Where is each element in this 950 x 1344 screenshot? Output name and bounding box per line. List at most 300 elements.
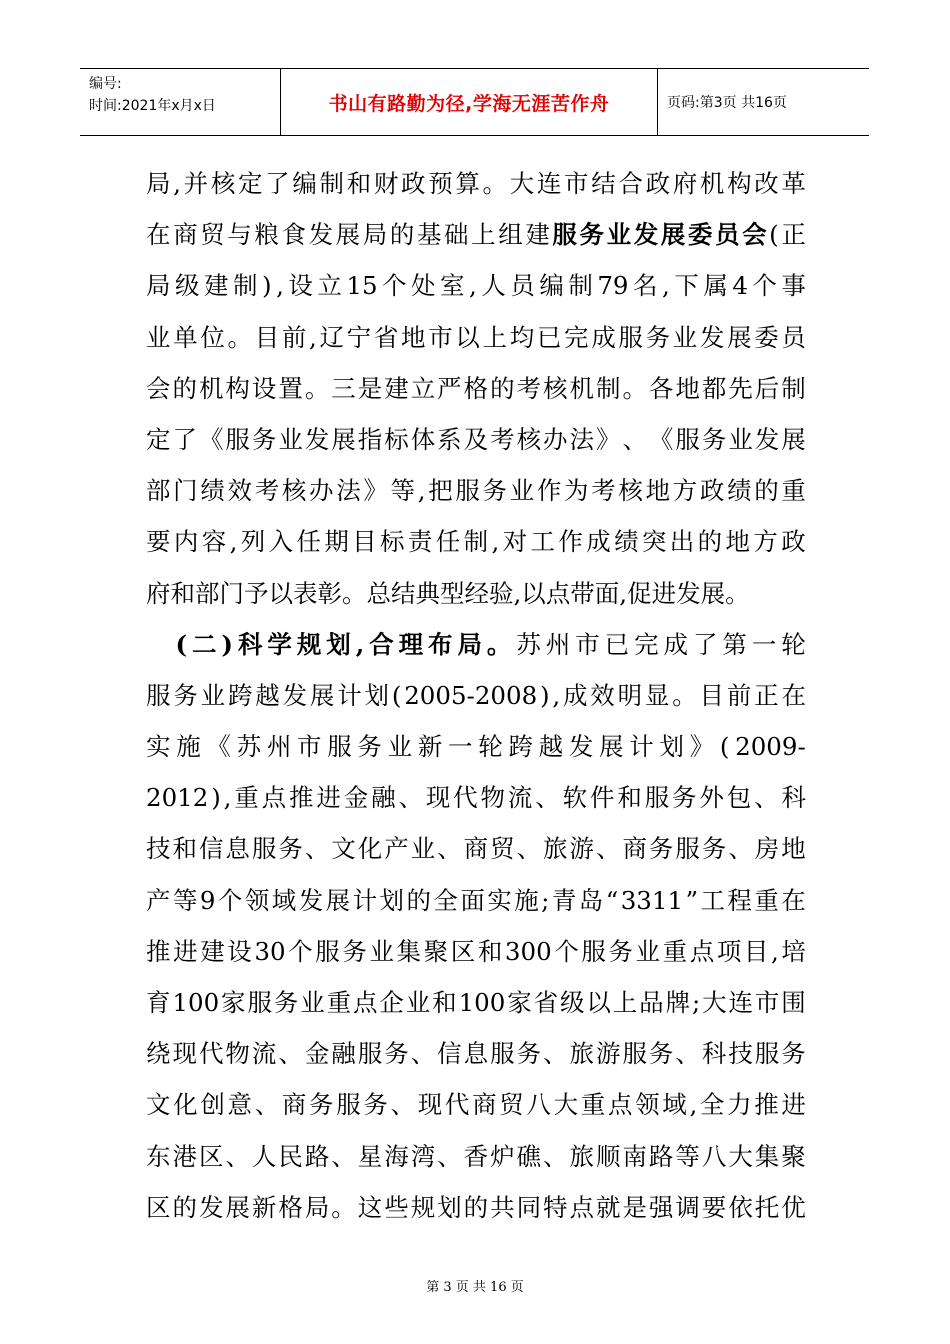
body-line bbox=[146, 312, 806, 363]
text-char: 金 bbox=[304, 1039, 330, 1069]
text-char: 越 bbox=[538, 732, 564, 762]
body-line bbox=[146, 670, 806, 721]
text-char: 现 bbox=[417, 1090, 443, 1120]
text-char: 验 bbox=[489, 578, 514, 608]
text-char: 构 bbox=[727, 169, 752, 198]
text-char: 位 bbox=[200, 322, 225, 352]
text-char: 特 bbox=[543, 1192, 568, 1222]
text-char: 基 bbox=[416, 220, 442, 250]
text-char: 效 bbox=[590, 680, 615, 710]
text-char: 考 bbox=[254, 476, 280, 506]
text-char: 布 bbox=[428, 629, 453, 659]
text-char: 重 bbox=[234, 783, 259, 813]
text-char: 务 bbox=[342, 936, 367, 966]
text-char: 服 bbox=[618, 322, 643, 352]
text-char: 业 bbox=[300, 988, 325, 1017]
text-char: 》 bbox=[363, 476, 388, 506]
text-char: 标 bbox=[380, 527, 405, 557]
text-char: 项 bbox=[716, 936, 742, 966]
text-char: 制 bbox=[319, 169, 344, 198]
text-char: 编 bbox=[292, 169, 317, 198]
text-char: 的 bbox=[389, 220, 415, 250]
text-char: 务 bbox=[701, 424, 727, 454]
text-char: 了 bbox=[692, 629, 718, 659]
text-char: 个 bbox=[554, 936, 579, 966]
text-char: 和 bbox=[346, 169, 372, 198]
text-char: 计 bbox=[629, 732, 654, 762]
text-char: 优 bbox=[781, 1192, 806, 1222]
text-char: 成 bbox=[562, 680, 588, 710]
text-char: 一 bbox=[751, 629, 777, 659]
text-char: 合 bbox=[618, 169, 643, 198]
text-char: 建 bbox=[384, 373, 409, 403]
text-char: 目 bbox=[699, 680, 725, 710]
text-char: ( bbox=[769, 220, 779, 250]
text-char: 务 bbox=[273, 988, 299, 1017]
text-char: 业 bbox=[278, 424, 303, 454]
text-char: 程 bbox=[727, 885, 752, 915]
text-char: ( bbox=[391, 680, 402, 710]
text-char: 《 bbox=[198, 424, 224, 454]
text-char: 轮 bbox=[781, 629, 806, 659]
text-char: 设 bbox=[288, 271, 313, 301]
text-char: 个 bbox=[288, 936, 313, 966]
text-char: 展 bbox=[599, 732, 624, 762]
text-char: 经 bbox=[464, 578, 489, 608]
text-char: ; bbox=[691, 988, 701, 1017]
text-char: 成 bbox=[586, 527, 611, 557]
text-char: 商 bbox=[622, 834, 647, 864]
text-char: 。 bbox=[482, 169, 508, 198]
text-char: ) bbox=[221, 629, 233, 659]
text-char: 明 bbox=[617, 680, 643, 710]
text-char: , bbox=[223, 783, 232, 813]
text-char: 100 bbox=[458, 988, 506, 1017]
text-char: 处 bbox=[411, 271, 436, 301]
text-char: 发 bbox=[699, 322, 725, 352]
body-line bbox=[146, 926, 806, 977]
text-char: 核 bbox=[281, 476, 307, 506]
text-char: 委 bbox=[754, 322, 779, 352]
text-char: 务 bbox=[516, 1039, 542, 1069]
text-char: 机 bbox=[699, 169, 725, 198]
text-char: 划 bbox=[326, 629, 351, 659]
text-char: 州 bbox=[266, 732, 292, 762]
text-char: 贸 bbox=[200, 220, 225, 250]
text-char: 第 bbox=[722, 629, 747, 659]
text-char: 展 bbox=[727, 322, 752, 352]
text-char: 个 bbox=[752, 271, 777, 301]
text-char: 和 bbox=[477, 936, 503, 966]
text-char: 发 bbox=[568, 732, 594, 762]
text-char: 服 bbox=[336, 1090, 361, 1120]
text-char: 育 bbox=[146, 988, 171, 1017]
text-char: 务 bbox=[173, 680, 198, 710]
text-char: 外 bbox=[699, 783, 724, 813]
text-char: 目 bbox=[743, 936, 769, 966]
text-char: 学 bbox=[267, 629, 292, 659]
text-char: 考 bbox=[591, 476, 616, 506]
text-char: 与 bbox=[227, 220, 252, 250]
text-char: 文 bbox=[331, 834, 356, 864]
text-char: , bbox=[619, 578, 628, 608]
text-char: 人 bbox=[481, 271, 506, 301]
text-char: 新 bbox=[417, 732, 443, 762]
text-char: 全 bbox=[699, 1090, 725, 1120]
text-char: 编 bbox=[539, 271, 564, 301]
body-line bbox=[146, 516, 806, 567]
text-char: 服 bbox=[225, 424, 250, 454]
text-char: 政 bbox=[781, 527, 806, 557]
text-char: 的 bbox=[172, 373, 197, 403]
text-char: 4 bbox=[732, 271, 748, 301]
text-char: 府 bbox=[672, 169, 698, 198]
text-char: 务 bbox=[608, 936, 633, 966]
text-char: 制 bbox=[568, 271, 593, 301]
text-char: 大 bbox=[509, 169, 535, 198]
text-char: 域 bbox=[271, 885, 297, 915]
text-char: 15 bbox=[346, 271, 378, 301]
text-char: 集 bbox=[754, 1141, 780, 1171]
text-char: 省 bbox=[373, 322, 399, 352]
text-char: 路 bbox=[648, 1141, 674, 1171]
text-char: , bbox=[689, 1090, 698, 1120]
doc-number-label: 编号: bbox=[89, 76, 122, 92]
text-char: 市 bbox=[297, 732, 322, 762]
text-char: 围 bbox=[781, 988, 806, 1017]
text-char: 突 bbox=[641, 527, 667, 557]
text-char: 连 bbox=[728, 988, 753, 1017]
text-char: 局 bbox=[362, 220, 388, 250]
text-char: 均 bbox=[509, 322, 535, 352]
text-char: 炉 bbox=[490, 1141, 515, 1171]
text-char: 、 bbox=[535, 783, 560, 813]
text-char: 部 bbox=[195, 578, 220, 608]
text-char: 已 bbox=[604, 629, 630, 659]
text-char: 托 bbox=[754, 1192, 780, 1222]
text-char: 辽 bbox=[319, 322, 344, 352]
text-char: 室 bbox=[440, 271, 465, 301]
text-char: 区 bbox=[450, 936, 476, 966]
text-char: 、 bbox=[595, 834, 621, 864]
text-char: 息 bbox=[463, 1039, 489, 1069]
text-char: 施 bbox=[514, 885, 539, 915]
text-char: 严 bbox=[437, 373, 462, 403]
text-char: 、 bbox=[437, 1141, 462, 1171]
text-char: 强 bbox=[648, 1192, 674, 1222]
text-char: 点 bbox=[353, 988, 378, 1017]
text-char: 这 bbox=[357, 1192, 383, 1222]
text-char: 牌 bbox=[665, 988, 691, 1017]
text-char: 。 bbox=[672, 680, 697, 710]
text-char: 以 bbox=[455, 322, 480, 352]
text-char: 香 bbox=[463, 1141, 489, 1171]
text-char: 下 bbox=[674, 271, 699, 301]
text-char: 八 bbox=[526, 1090, 551, 1120]
text-char: 领 bbox=[244, 885, 270, 915]
text-char: 点 bbox=[689, 936, 715, 966]
text-char: 务 bbox=[251, 424, 277, 454]
text-char: 服 bbox=[247, 988, 272, 1017]
text-char: 培 bbox=[781, 936, 806, 966]
text-char: 发 bbox=[676, 578, 701, 608]
text-char: 计 bbox=[337, 680, 362, 710]
text-char: 施 bbox=[176, 732, 201, 762]
text-char: 务 bbox=[278, 834, 303, 864]
text-char: 代 bbox=[444, 1090, 470, 1120]
text-char: 结 bbox=[591, 169, 616, 198]
text-char: 市 bbox=[575, 629, 600, 659]
text-char: 设 bbox=[227, 936, 252, 966]
text-char: 划 bbox=[437, 1192, 462, 1222]
text-char: 及 bbox=[463, 424, 489, 454]
text-char: 300 bbox=[504, 936, 552, 966]
text-char: 务 bbox=[363, 1090, 388, 1120]
text-char: 任 bbox=[435, 527, 461, 557]
text-char: 个 bbox=[382, 271, 407, 301]
text-char: 划 bbox=[364, 680, 389, 710]
text-char: 的 bbox=[490, 373, 515, 403]
text-char: 目 bbox=[254, 322, 280, 352]
text-char: 。 bbox=[304, 373, 330, 403]
text-char: 产 bbox=[146, 885, 171, 915]
text-char: , bbox=[355, 629, 365, 659]
text-char: 考 bbox=[490, 424, 515, 454]
text-char: 改 bbox=[754, 169, 779, 198]
text-char: 展 bbox=[660, 220, 686, 250]
body-text bbox=[146, 158, 806, 1233]
text-char: 科 bbox=[237, 629, 263, 659]
text-char: 大 bbox=[702, 988, 727, 1017]
text-char: 技 bbox=[728, 1039, 753, 1069]
body-line bbox=[146, 977, 806, 1028]
text-char: 件 bbox=[589, 783, 615, 813]
text-char: 、 bbox=[304, 834, 330, 864]
text-char: 各 bbox=[648, 373, 674, 403]
text-char: , bbox=[309, 322, 317, 352]
text-char: 局 bbox=[304, 1192, 330, 1222]
body-line bbox=[146, 1079, 806, 1130]
text-char: 服 bbox=[675, 834, 700, 864]
text-char: 预 bbox=[428, 169, 453, 198]
text-char: 组 bbox=[498, 220, 523, 250]
text-char: 展 bbox=[325, 885, 351, 915]
text-char: 立 bbox=[317, 271, 342, 301]
text-char: 业 bbox=[146, 322, 171, 352]
text-char: 3311 bbox=[620, 885, 684, 915]
text-char: 局 bbox=[146, 169, 171, 198]
text-char: 发 bbox=[304, 424, 330, 454]
text-char: 要 bbox=[701, 1192, 727, 1222]
text-char: 推 bbox=[289, 783, 314, 813]
body-line bbox=[146, 1182, 806, 1233]
text-char: 力 bbox=[727, 1090, 752, 1120]
text-char: 务 bbox=[648, 1039, 674, 1069]
text-char: 指 bbox=[357, 424, 383, 454]
text-char: 点 bbox=[569, 1192, 594, 1222]
text-char: 市 bbox=[564, 169, 589, 198]
text-char: 业 bbox=[509, 476, 535, 506]
text-char: 二 bbox=[191, 629, 217, 659]
text-char: 》 bbox=[595, 424, 621, 454]
text-char: 部 bbox=[146, 476, 171, 506]
text-char: 总 bbox=[366, 578, 391, 608]
text-char: 地 bbox=[401, 322, 426, 352]
text-char: 出 bbox=[669, 527, 695, 557]
text-char: 予 bbox=[244, 578, 269, 608]
text-char: 革 bbox=[781, 169, 806, 198]
text-char: 大 bbox=[728, 1141, 753, 1171]
text-char: 调 bbox=[675, 1192, 700, 1222]
text-char: 成 bbox=[663, 629, 689, 659]
text-char: 发 bbox=[308, 220, 334, 250]
text-char: 理 bbox=[398, 629, 424, 659]
text-char: 划 bbox=[379, 885, 405, 915]
text-char: 。 bbox=[342, 578, 367, 608]
body-line bbox=[146, 1028, 806, 1079]
page-footer: 第 3 页 共 16 页 bbox=[426, 1280, 524, 1295]
text-char: 面 bbox=[460, 885, 485, 915]
text-char: 。 bbox=[725, 578, 750, 608]
text-char: 促 bbox=[627, 578, 652, 608]
text-char: 重 bbox=[754, 885, 779, 915]
text-char: 了 bbox=[172, 424, 197, 454]
text-char: 政 bbox=[699, 476, 725, 506]
text-char: 础 bbox=[444, 220, 469, 250]
text-char: 贸 bbox=[490, 834, 515, 864]
text-char: 务 bbox=[309, 1090, 334, 1120]
text-char: 体 bbox=[410, 424, 436, 454]
text-char: 服 bbox=[455, 476, 480, 506]
text-char: 正 bbox=[781, 220, 806, 250]
text-char: 单 bbox=[173, 322, 198, 352]
text-char: 金 bbox=[343, 783, 369, 813]
text-char: 方 bbox=[672, 476, 698, 506]
text-char: 上 bbox=[612, 988, 638, 1017]
text-char: 代 bbox=[198, 1039, 224, 1069]
text-char: 建 bbox=[200, 936, 225, 966]
body-line bbox=[146, 465, 806, 516]
text-char: 法 bbox=[336, 476, 361, 506]
text-char: 意 bbox=[227, 1090, 253, 1120]
text-char: 员 bbox=[781, 322, 806, 352]
text-char: 绩 bbox=[727, 476, 752, 506]
text-char: 把 bbox=[428, 476, 453, 506]
text-char: 格 bbox=[463, 373, 489, 403]
text-char: 2009- bbox=[735, 732, 806, 762]
body-line bbox=[146, 209, 806, 260]
text-char: 游 bbox=[595, 1039, 621, 1069]
text-char: 合 bbox=[369, 629, 394, 659]
text-char: 务 bbox=[384, 1039, 409, 1069]
text-char: 员 bbox=[510, 271, 535, 301]
text-char: 服 bbox=[754, 1039, 780, 1069]
text-char: 完 bbox=[634, 629, 659, 659]
text-char: 贸 bbox=[499, 1090, 524, 1120]
text-char: 物 bbox=[225, 1039, 250, 1069]
text-char: , bbox=[173, 169, 181, 198]
text-char: 进 bbox=[651, 578, 677, 608]
text-char: 科 bbox=[701, 1039, 727, 1069]
text-char: 内 bbox=[173, 527, 199, 557]
text-char: 业 bbox=[728, 424, 753, 454]
text-char: 跨 bbox=[508, 732, 533, 762]
text-char: 的 bbox=[406, 885, 431, 915]
text-char: 、 bbox=[543, 1141, 568, 1171]
text-char: 等 bbox=[172, 885, 198, 915]
text-char: 彰 bbox=[317, 578, 342, 608]
text-char: 以 bbox=[521, 578, 546, 608]
text-char: 的 bbox=[754, 476, 779, 506]
header-page-info: 页码:第3页 共16页 bbox=[667, 95, 787, 111]
text-char: 9 bbox=[199, 885, 216, 915]
text-char: 重 bbox=[781, 476, 806, 506]
text-char: 地 bbox=[645, 476, 671, 506]
text-char: 2012 bbox=[146, 783, 209, 813]
text-char: 100 bbox=[172, 988, 220, 1017]
text-char: 、 bbox=[410, 1039, 436, 1069]
text-char: 展 bbox=[309, 680, 335, 710]
body-line bbox=[146, 875, 806, 926]
text-char: 域 bbox=[662, 1090, 687, 1120]
text-char: 就 bbox=[595, 1192, 621, 1222]
text-char: 委 bbox=[687, 220, 713, 250]
text-char: 规 bbox=[410, 1192, 436, 1222]
text-char: 结 bbox=[391, 578, 416, 608]
text-char: 服 bbox=[315, 936, 340, 966]
text-char: 规 bbox=[296, 629, 322, 659]
text-char: 青 bbox=[551, 885, 577, 915]
text-char: 后 bbox=[754, 373, 780, 403]
text-char: 表 bbox=[293, 578, 318, 608]
text-char: , bbox=[662, 271, 670, 301]
header-meta bbox=[80, 69, 281, 135]
text-char: 依 bbox=[728, 1192, 753, 1222]
text-char: 建 bbox=[204, 271, 229, 301]
text-char: 展 bbox=[700, 578, 726, 608]
header-table bbox=[80, 68, 869, 136]
text-char: 》 bbox=[689, 732, 715, 762]
text-char: ( bbox=[719, 732, 730, 762]
text-char: 在 bbox=[146, 220, 171, 250]
text-char: 效 bbox=[227, 476, 253, 506]
text-char: 服 bbox=[552, 220, 577, 250]
text-char: 信 bbox=[198, 834, 224, 864]
text-char: 地 bbox=[781, 834, 806, 864]
text-char: 属 bbox=[703, 271, 728, 301]
text-char: 人 bbox=[251, 1141, 277, 1171]
text-char: 一 bbox=[448, 732, 473, 762]
text-char: 连 bbox=[536, 169, 562, 198]
text-char: 、 bbox=[675, 1039, 700, 1069]
text-char: 责 bbox=[407, 527, 433, 557]
text-char: 务 bbox=[482, 476, 508, 506]
text-char: ” bbox=[685, 885, 699, 915]
text-char: 聚 bbox=[423, 936, 449, 966]
text-char: 商 bbox=[472, 1090, 497, 1120]
text-char: 物 bbox=[480, 783, 506, 813]
text-char: , bbox=[417, 476, 426, 506]
text-char: 核 bbox=[543, 373, 568, 403]
text-char: 流 bbox=[251, 1039, 277, 1069]
text-char: 岛 bbox=[578, 885, 604, 915]
text-char: 业 bbox=[200, 680, 226, 710]
text-char: 市 bbox=[754, 988, 780, 1017]
text-char: 事 bbox=[781, 271, 806, 301]
text-char: 务 bbox=[357, 732, 382, 762]
text-char: 聚 bbox=[781, 1141, 806, 1171]
text-char: 、 bbox=[331, 1141, 356, 1171]
